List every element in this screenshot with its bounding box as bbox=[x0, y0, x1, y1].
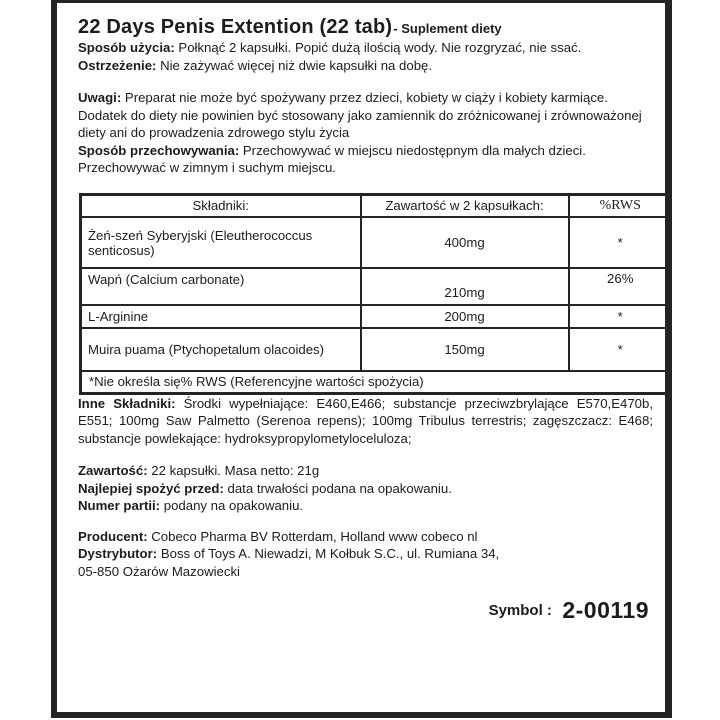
table-row bbox=[81, 217, 673, 268]
column-header-amount: Zawartość w 2 kapsułkach: bbox=[361, 194, 569, 217]
usage-label: Sposób użycia: bbox=[78, 40, 175, 55]
producer-label: Producent: bbox=[78, 528, 148, 544]
usage-text: Połknąć 2 kapsułki. Popić dużą ilością wody. Nie rozgryzać, nie ssać. bbox=[178, 40, 582, 55]
warning-label: Ostrzeżenie: bbox=[78, 57, 157, 73]
table-row bbox=[81, 328, 673, 371]
product-title: 22 Days Penis Extention (22 tab) bbox=[78, 16, 393, 38]
ingredient-rws: * bbox=[569, 328, 673, 371]
ingredient-amount: 200mg bbox=[361, 305, 569, 328]
notes-text: Preparat nie może być spożywany przez dzieci, kobiety w ciąży i kobiety karmiące. Dodatek do diety nie powinien być stosowany jako zamiennik do zróżnicowanej i zrównoważonej diety ani do prowadzenia zdrowego stylu życia bbox=[78, 90, 642, 140]
notes-paragraph bbox=[78, 89, 653, 142]
column-header-rws: %RWS bbox=[569, 194, 673, 217]
warning-section bbox=[78, 57, 653, 75]
symbol-label: Symbol : bbox=[488, 602, 552, 619]
table-footnote-row bbox=[81, 371, 673, 393]
notes-label: Uwagi: bbox=[78, 90, 122, 105]
contents-text: 22 kapsułki. Masa netto: 21g bbox=[151, 463, 320, 478]
other-ingredients-label: Inne Składniki: bbox=[78, 395, 176, 411]
storage-paragraph bbox=[78, 142, 653, 177]
contents-line bbox=[78, 462, 653, 480]
ingredient-rws: * bbox=[569, 217, 673, 268]
ingredients-table bbox=[79, 193, 672, 395]
best-before-line bbox=[78, 480, 653, 498]
ingredient-name: L-Arginine bbox=[81, 305, 361, 328]
column-header-ingredients: Składniki: bbox=[81, 194, 361, 217]
best-before-label: Najlepiej spożyć przed: bbox=[78, 480, 224, 496]
contents-label: Zawartość: bbox=[78, 463, 148, 478]
storage-text: Przechowywać w miejscu niedostępnym dla małych dzieci. Przechowywać w zimnym i suchym miejscu. bbox=[78, 142, 586, 175]
distributor-line bbox=[78, 545, 653, 563]
distributor-label: Dystrybutor: bbox=[78, 546, 158, 561]
warning-text: Nie zażywać więcej niż dwie kapsułki na dobę. bbox=[160, 57, 433, 73]
symbol-value: 2-00119 bbox=[562, 597, 649, 623]
ingredient-rws: 26% bbox=[569, 268, 673, 305]
best-before-text: data trwałości podana na opakowaniu. bbox=[227, 480, 452, 496]
label-frame bbox=[51, 0, 672, 718]
table-row bbox=[81, 305, 673, 328]
ingredient-name: Żeń-szeń Syberyjski (Eleutherococcus senticosus) bbox=[81, 217, 361, 268]
usage-section bbox=[78, 39, 653, 57]
storage-label: Sposób przechowywania: bbox=[78, 142, 240, 158]
ingredient-name: Muira puama (Ptychopetalum olacoides) bbox=[81, 328, 361, 371]
ingredient-name: Wapń (Calcium carbonate) bbox=[81, 268, 361, 305]
distributor-city-line: 05-850 Ożarów Mazowiecki bbox=[78, 563, 240, 579]
table-footnote: *Nie określa się% RWS (Referencyjne wartości spożycia) bbox=[81, 371, 673, 393]
table-row bbox=[81, 268, 673, 305]
batch-number-text: podany na opakowaniu. bbox=[163, 498, 304, 513]
other-ingredients-section bbox=[78, 395, 653, 448]
symbol-section bbox=[78, 597, 653, 624]
ingredient-rws: * bbox=[569, 305, 673, 328]
product-title-suffix: - Suplement diety bbox=[393, 21, 502, 36]
notes-storage-section bbox=[78, 89, 653, 177]
contents-section bbox=[78, 462, 653, 515]
product-title-row bbox=[78, 16, 653, 39]
ingredient-amount: 150mg bbox=[361, 328, 569, 371]
table-header-row bbox=[81, 194, 673, 217]
ingredient-amount: 400mg bbox=[361, 217, 569, 268]
producer-section bbox=[78, 528, 653, 581]
ingredient-amount: 210mg bbox=[361, 268, 569, 305]
batch-number-line bbox=[78, 497, 653, 515]
distributor-text: Boss of Toys A. Niewadzi, M Kołbuk S.C., ul. Rumiana 34, bbox=[160, 546, 500, 561]
batch-number-label: Numer partii: bbox=[78, 498, 161, 513]
producer-line bbox=[78, 528, 653, 546]
other-ingredients-text: Środki wypełniające: E460,E466; substancje przeciwzbrylające E570,E470b, E551; 100mg Saw Palmetto (Serenoa repens); 100mg Tribulus terrestris; zagęszczacz: E468; substancje powlekające: hydroksypropylometyloceluloza; bbox=[78, 395, 653, 446]
producer-text: Cobeco Pharma BV Rotterdam, Holland www cobeco nl bbox=[151, 528, 478, 544]
